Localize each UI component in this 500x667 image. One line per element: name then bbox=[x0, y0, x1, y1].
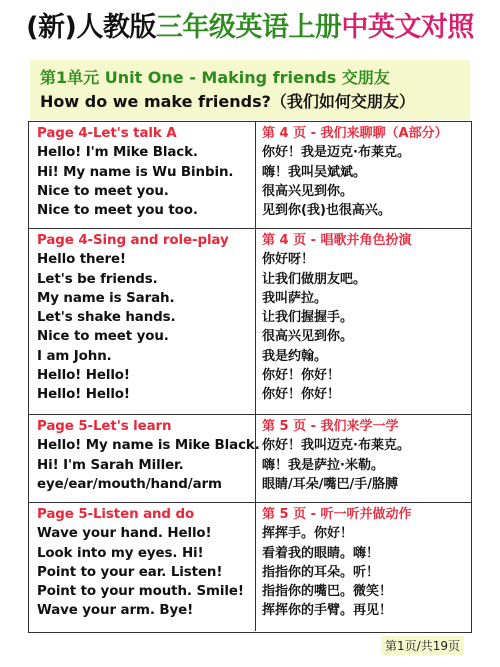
section-heading-zh: 第 5 页 - 我们来学一学 bbox=[262, 419, 399, 434]
english-line: Nice to meet you too. bbox=[37, 203, 198, 219]
english-line: Nice to meet you. bbox=[37, 329, 169, 345]
chinese-line: 看着我的眼睛。嗨！ bbox=[262, 545, 380, 561]
unit-header bbox=[30, 60, 470, 120]
chinese-line: 我是约翰。 bbox=[262, 348, 328, 364]
chinese-line: 嗨！我是萨拉·米勒。 bbox=[262, 457, 384, 473]
table-section bbox=[29, 503, 471, 631]
table-section bbox=[29, 122, 471, 229]
section-heading-zh: 第 5 页 - 听一听并做动作 bbox=[262, 507, 412, 522]
english-column bbox=[29, 503, 255, 621]
chinese-line: 让我们握握手。 bbox=[262, 310, 354, 326]
chinese-column bbox=[257, 122, 471, 220]
column-divider bbox=[255, 415, 256, 502]
table-section bbox=[29, 415, 471, 503]
unit-title: 第1单元 Unit One - Making friends 交朋友 bbox=[40, 68, 390, 87]
english-line: Hello! My name is Mike Black. bbox=[37, 438, 260, 454]
title-part-bilingual: 中英文对照 bbox=[341, 12, 474, 43]
section-heading-zh: 第 4 页 - 我们来聊聊（A部分） bbox=[262, 126, 448, 141]
english-line: Hello! Hello! bbox=[37, 368, 130, 384]
english-line: I am John. bbox=[37, 348, 112, 364]
english-line: eye/ear/mouth/hand/arm bbox=[37, 476, 222, 492]
english-line: Wave your arm. Bye! bbox=[37, 603, 194, 619]
title-part-grade: 三年级英语上册 bbox=[155, 12, 342, 43]
bilingual-table bbox=[28, 121, 472, 633]
chinese-line: 见到你(我)也很高兴。 bbox=[262, 203, 391, 219]
chinese-line: 你好！我叫迈克·布莱克。 bbox=[262, 438, 410, 454]
page-title bbox=[0, 0, 500, 56]
chinese-line: 很高兴见到你。 bbox=[262, 329, 354, 345]
chinese-line: 你好！我是迈克·布莱克。 bbox=[262, 145, 410, 161]
english-column bbox=[29, 122, 255, 220]
chinese-line: 指指你的耳朵。听！ bbox=[262, 564, 380, 580]
chinese-line: 你好！你好！ bbox=[262, 368, 341, 384]
section-heading-en: Page 5-Listen and do bbox=[37, 507, 195, 522]
chinese-line: 让我们做朋友吧。 bbox=[262, 271, 367, 287]
english-column bbox=[29, 415, 260, 494]
unit-question: How do we make friends?（我们如何交朋友） bbox=[40, 92, 415, 111]
section-heading-en: Page 5-Let's learn bbox=[37, 419, 172, 434]
chinese-column bbox=[257, 503, 471, 621]
section-heading-en: Page 4-Sing and role-play bbox=[37, 233, 229, 248]
chinese-line: 很高兴见到你。 bbox=[262, 183, 354, 199]
english-line: Hi! My name is Wu Binbin. bbox=[37, 164, 234, 180]
english-line: Hello! Hello! bbox=[37, 387, 130, 403]
english-line: Point to your ear. Listen! bbox=[37, 564, 223, 580]
page-counter: 第1页/共19页 bbox=[381, 636, 464, 655]
english-line: Wave your hand. Hello! bbox=[37, 526, 212, 542]
chinese-line: 嗨！我叫吴斌斌。 bbox=[262, 164, 367, 180]
column-divider bbox=[255, 229, 256, 414]
chinese-line: 指指你的嘴巴。微笑！ bbox=[262, 584, 393, 600]
column-divider bbox=[255, 122, 256, 228]
english-column bbox=[29, 229, 255, 405]
chinese-column bbox=[257, 415, 471, 494]
chinese-line: 挥挥你的手臂。再见！ bbox=[262, 603, 393, 619]
english-line: Hello! I'm Mike Black. bbox=[37, 145, 198, 161]
chinese-column bbox=[257, 229, 471, 405]
english-line: Let's be friends. bbox=[37, 271, 158, 287]
chinese-line: 你好！你好！ bbox=[262, 387, 341, 403]
chinese-line: 我叫萨拉。 bbox=[262, 290, 328, 306]
english-line: My name is Sarah. bbox=[37, 290, 175, 306]
section-heading-zh: 第 4 页 - 唱歌并角色扮演 bbox=[262, 233, 412, 248]
table-section bbox=[29, 229, 471, 415]
column-divider bbox=[255, 503, 256, 631]
english-line: Let's shake hands. bbox=[37, 310, 176, 326]
chinese-line: 眼睛/耳朵/嘴巴/手/胳膊 bbox=[262, 476, 398, 492]
english-line: Look into my eyes. Hi! bbox=[37, 545, 204, 561]
english-line: Point to your mouth. Smile! bbox=[37, 584, 244, 600]
section-heading-en: Page 4-Let's talk A bbox=[37, 126, 177, 141]
chinese-line: 挥挥手。你好！ bbox=[262, 526, 354, 542]
english-line: Hi! I'm Sarah Miller. bbox=[37, 457, 184, 473]
chinese-line: 你好呀！ bbox=[262, 252, 315, 268]
title-part-edition: (新)人教版 bbox=[26, 12, 156, 43]
english-line: Nice to meet you. bbox=[37, 183, 169, 199]
english-line: Hello there! bbox=[37, 252, 126, 268]
